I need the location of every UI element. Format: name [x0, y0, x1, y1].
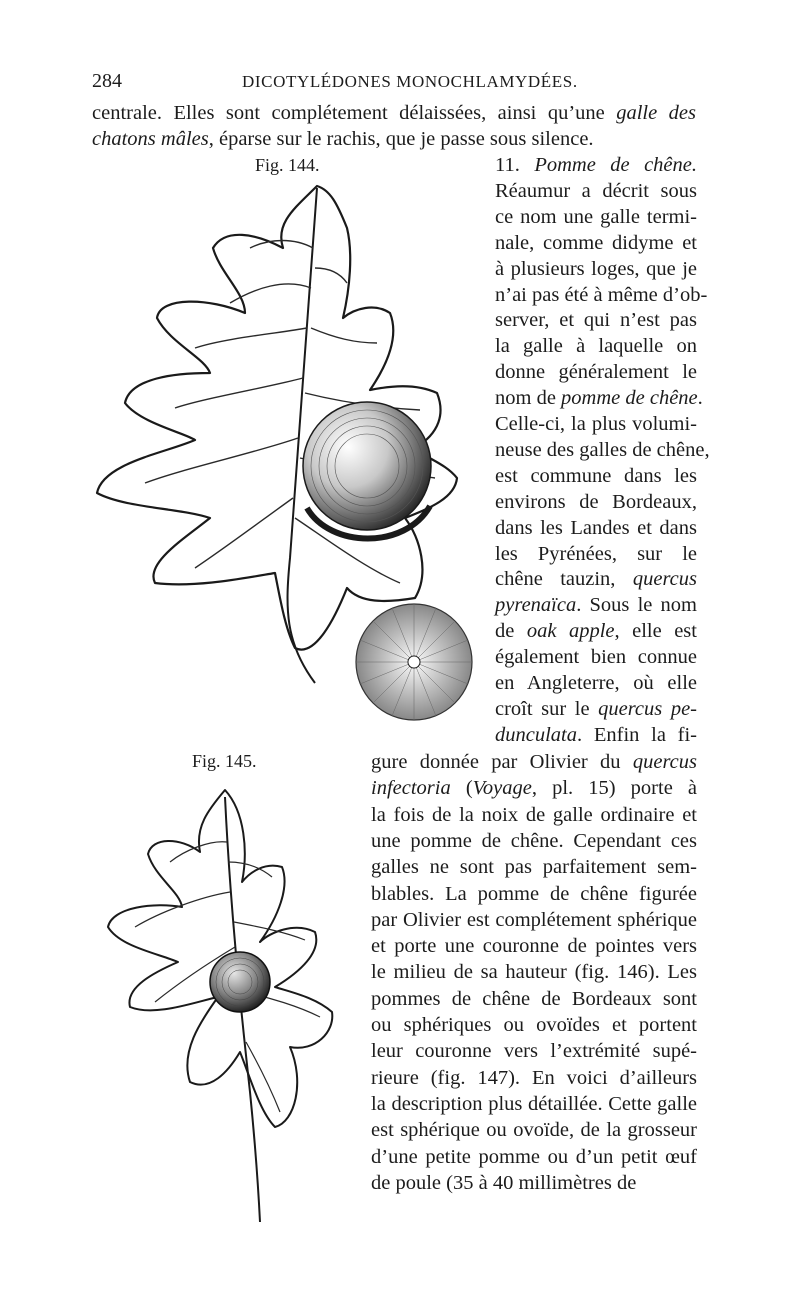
text-run: ce nom une galle termi- [495, 205, 697, 228]
text-run: quercus [632, 568, 697, 591]
text-run: la galle à laquelle on [495, 335, 697, 358]
lower-lines-line [371, 1065, 697, 1091]
text-run: infectoria [371, 777, 451, 800]
text-run: les Pyrénées, sur le [495, 542, 697, 565]
lower-lines-line [371, 1012, 697, 1038]
text-run: chatons mâles [92, 128, 209, 150]
text-run: est commune dans les [495, 464, 697, 487]
lower-lines-line [371, 1117, 697, 1143]
text-run: gure donnée par Olivier du [371, 751, 633, 773]
lower-lines-line [371, 907, 697, 933]
right-lines-line [495, 411, 697, 437]
lower-lines-line [371, 933, 697, 959]
right-lines-line [495, 670, 697, 696]
right-lines-line [495, 385, 703, 411]
full-lines-line [92, 126, 696, 152]
lower-lines-line [371, 749, 697, 775]
text-run: d’une petite pomme ou d’un petit œuf [371, 1145, 697, 1168]
text-run: pyrenaïca [495, 594, 577, 617]
text-run: Pomme de chêne. [534, 154, 697, 176]
lower-lines-line [371, 854, 697, 880]
right-lines-line [495, 230, 697, 256]
text-run: dunculata [495, 723, 577, 746]
right-lines-line [495, 333, 697, 359]
text-run: chêne tauzin, [495, 568, 633, 591]
text-run: , éparse sur le rachis, que je passe sous silence. [208, 128, 594, 150]
text-run: . [697, 387, 703, 410]
text-run: ( [450, 777, 473, 800]
fig-145-oak-leaf-illustration [100, 782, 350, 1232]
text-run: Celle-ci, la plus volumi- [495, 413, 697, 435]
text-run: neuse des galles de chêne, [495, 438, 710, 461]
text-run: rieure (fig. 147). En voici d’ailleurs [371, 1066, 697, 1089]
text-run: dans les Landes et dans [495, 516, 697, 539]
text-run: de [495, 620, 527, 643]
fig-144-oak-leaf-illustration [85, 178, 485, 718]
right-lines-line [495, 592, 697, 618]
lower-lines-line [371, 881, 697, 907]
fig-145-caption: Fig. 145. [192, 751, 257, 771]
text-run: quercus [632, 751, 697, 773]
right-lines-line [495, 515, 697, 541]
right-lines-line [495, 437, 710, 463]
lower-lines-line [371, 986, 697, 1012]
text-run: pommes de chêne de Bordeaux sont [371, 987, 697, 1010]
text-run: , elle est [614, 620, 697, 643]
right-lines-line [495, 566, 697, 592]
text-run: server, et qui n’est pas [495, 309, 697, 332]
right-lines-line [495, 541, 697, 567]
lower-lines-line [371, 1170, 697, 1196]
text-run: quercus pe- [598, 697, 697, 720]
right-lines-line [495, 307, 697, 333]
fig-144-caption: Fig. 144. [255, 155, 320, 175]
lower-lines-line [371, 1091, 697, 1117]
text-run: n’ai pas été à même d’ob- [495, 283, 708, 306]
text-run: de poule (35 à 40 millimètres de [371, 1171, 637, 1194]
lower-lines-line [371, 775, 697, 801]
text-run: par Olivier est complétement sphérique [371, 908, 697, 931]
right-lines-line [495, 359, 697, 385]
text-run: croît sur le [495, 697, 599, 720]
text-run: , pl. 15) porte à [531, 777, 698, 800]
right-lines-line [495, 463, 697, 489]
right-lines-line [495, 282, 708, 308]
text-run: ou sphériques ou ovoïdes et portent [371, 1014, 697, 1036]
right-lines-line [495, 489, 697, 515]
page-number: 284 [92, 70, 122, 92]
right-lines-line [495, 722, 697, 748]
text-run: leur couronne vers l’extrémité supé- [371, 1040, 697, 1063]
text-run: et porte une couronne de pointes vers [371, 935, 697, 958]
text-run: donne généralement le [495, 361, 697, 384]
lower-lines-line [371, 802, 697, 828]
right-lines-line [495, 178, 697, 204]
text-run: environs de Bordeaux, [495, 490, 697, 513]
right-lines-line [495, 696, 697, 722]
text-run: Voyage [472, 777, 532, 800]
text-run: blables. La pomme de chêne figurée [371, 882, 697, 905]
text-run: une pomme de chêne. Cependant ces [371, 829, 697, 852]
text-run: la description plus détaillée. Cette galle [371, 1092, 697, 1115]
text-run: oak apple [526, 620, 615, 643]
full-lines-line [92, 100, 696, 126]
lower-lines-line [371, 828, 697, 854]
text-run: . Sous le nom [576, 594, 697, 617]
text-run: centrale. Elles sont complétement délaissées, ainsi qu’une [92, 102, 617, 124]
text-run: galles ne sont pas parfaitement sem- [371, 856, 697, 879]
text-run: nale, comme didyme et [495, 231, 697, 254]
right-lines-line [495, 204, 697, 230]
text-run: à plusieurs loges, que je [495, 257, 697, 280]
text-run: le milieu de sa hauteur (fig. 146). Les [371, 961, 697, 984]
lower-lines-line [371, 1144, 697, 1170]
text-run: 11. [495, 154, 535, 176]
text-run: nom de [495, 387, 562, 410]
right-lines-line [495, 256, 697, 282]
text-run: est sphérique ou ovoïde, de la grosseur [371, 1119, 697, 1142]
lower-lines-line [371, 1038, 697, 1064]
text-run: pomme de chêne [561, 387, 698, 410]
right-lines-line [495, 644, 697, 670]
text-run: en Angleterre, où elle [495, 672, 697, 694]
text-run: Réaumur a décrit sous [495, 179, 697, 202]
text-run: la fois de la noix de galle ordinaire et [371, 803, 697, 826]
running-title: DICOTYLÉDONES MONOCHLAMYDÉES. [242, 72, 578, 91]
text-run: également bien connue [495, 646, 697, 669]
right-lines-line [495, 618, 697, 644]
right-lines-line [495, 152, 697, 178]
lower-lines-line [371, 959, 697, 985]
text-run: . Enfin la fi- [577, 723, 697, 746]
text-run: galle des [616, 102, 696, 124]
running-header [92, 70, 696, 100]
